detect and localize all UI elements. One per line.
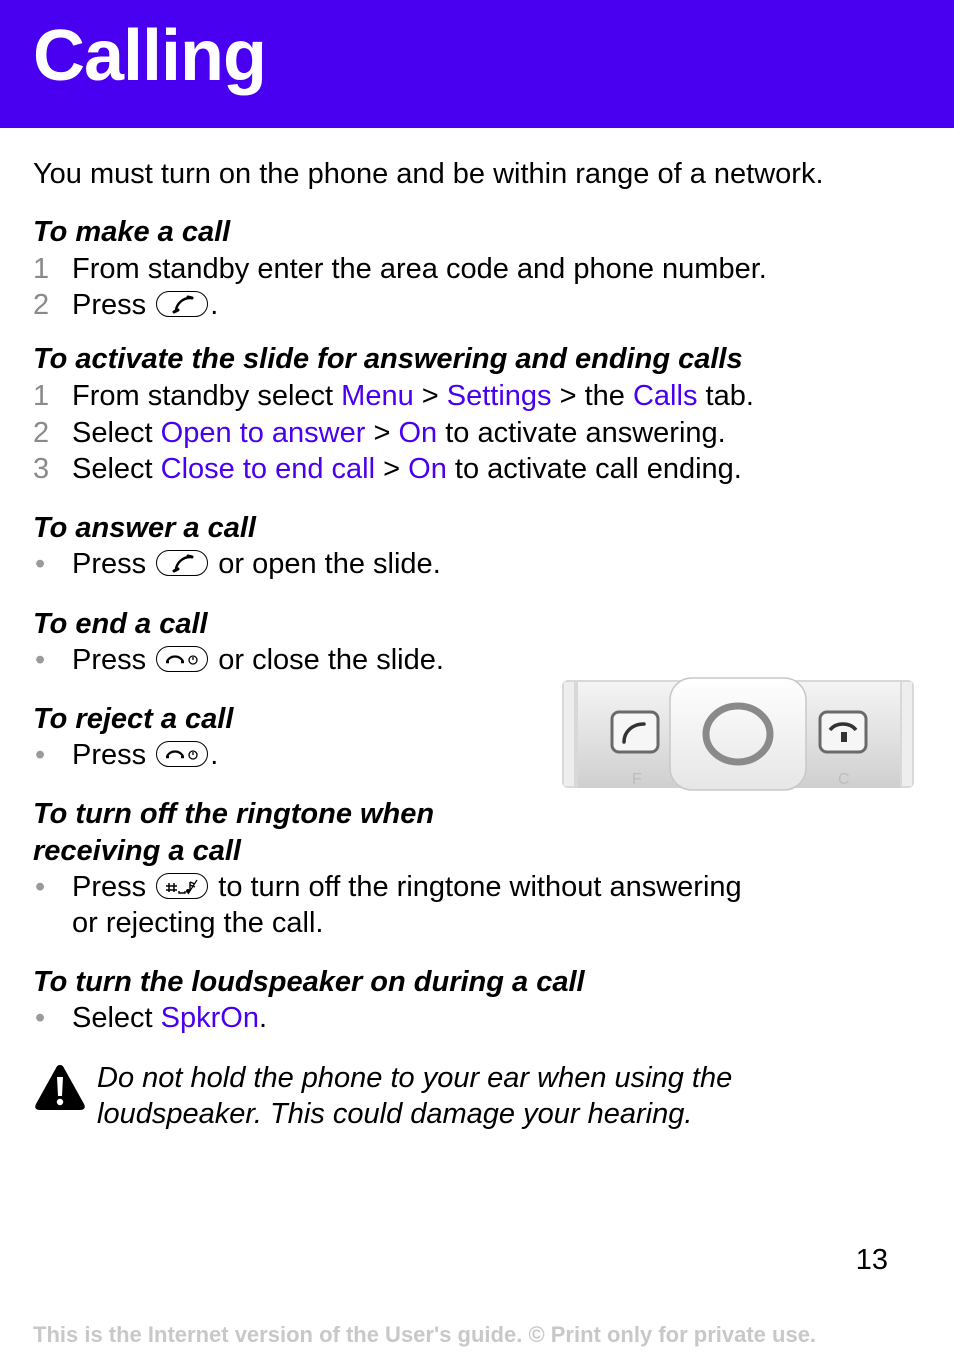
bullet: • [35,644,46,676]
warning-line-2: loudspeaker. This could damage your hearing. [97,1098,693,1130]
step-number: 1 [33,253,50,285]
menu-option: Menu [341,380,414,412]
heading-make-call: To make a call [33,216,231,248]
step-number: 2 [33,417,50,449]
spkron-option: SpkrOn [160,1002,259,1034]
calls-tab-option: Calls [632,380,698,412]
warning-triangle-icon [33,1062,87,1112]
left-soft-key-label: F [632,771,642,788]
bullet: • [35,871,46,903]
phone-keypad-illustration [560,676,916,792]
step-number: 1 [33,380,50,412]
warning-line-1: Do not hold the phone to your ear when using the [97,1062,733,1094]
heading-answer-call: To answer a call [33,512,256,544]
bullet: • [35,1002,46,1034]
close-to-end-call-option: Close to end call [160,453,376,485]
page-number: 13 [855,1244,888,1276]
bullet: • [35,739,46,771]
step-text: From standby enter the area code and phone number. [72,253,767,285]
heading-ringtone-line-2: receiving a call [33,835,241,867]
footer-notice: This is the Internet version of the User's guide. © Print only for private use. [33,1322,817,1347]
call-key-icon [156,550,208,576]
settings-option: Settings [446,380,552,412]
page-title: Calling [33,16,267,96]
heading-ringtone-line-1: To turn off the ringtone when [33,798,435,830]
heading-end-call: To end a call [33,608,208,640]
call-key-icon [156,291,208,317]
end-call-key-icon [156,741,208,767]
step-number: 3 [33,453,50,485]
step-text: Press [72,289,147,321]
heading-reject-call: To reject a call [33,703,234,735]
step-number: 2 [33,289,50,321]
heading-loudspeaker: To turn the loudspeaker on during a call [33,966,585,998]
title-banner [0,0,954,128]
heading-activate-slide: To activate the slide for answering and ending calls [33,343,743,375]
on-option: On [408,453,447,485]
bullet: • [35,548,46,580]
intro-text: You must turn on the phone and be within range of a network. [33,158,824,190]
silent-key-icon [156,873,208,899]
end-call-key-icon [156,646,208,672]
open-to-answer-option: Open to answer [160,417,366,449]
right-soft-key-label: C [838,771,850,788]
on-option: On [398,417,438,449]
